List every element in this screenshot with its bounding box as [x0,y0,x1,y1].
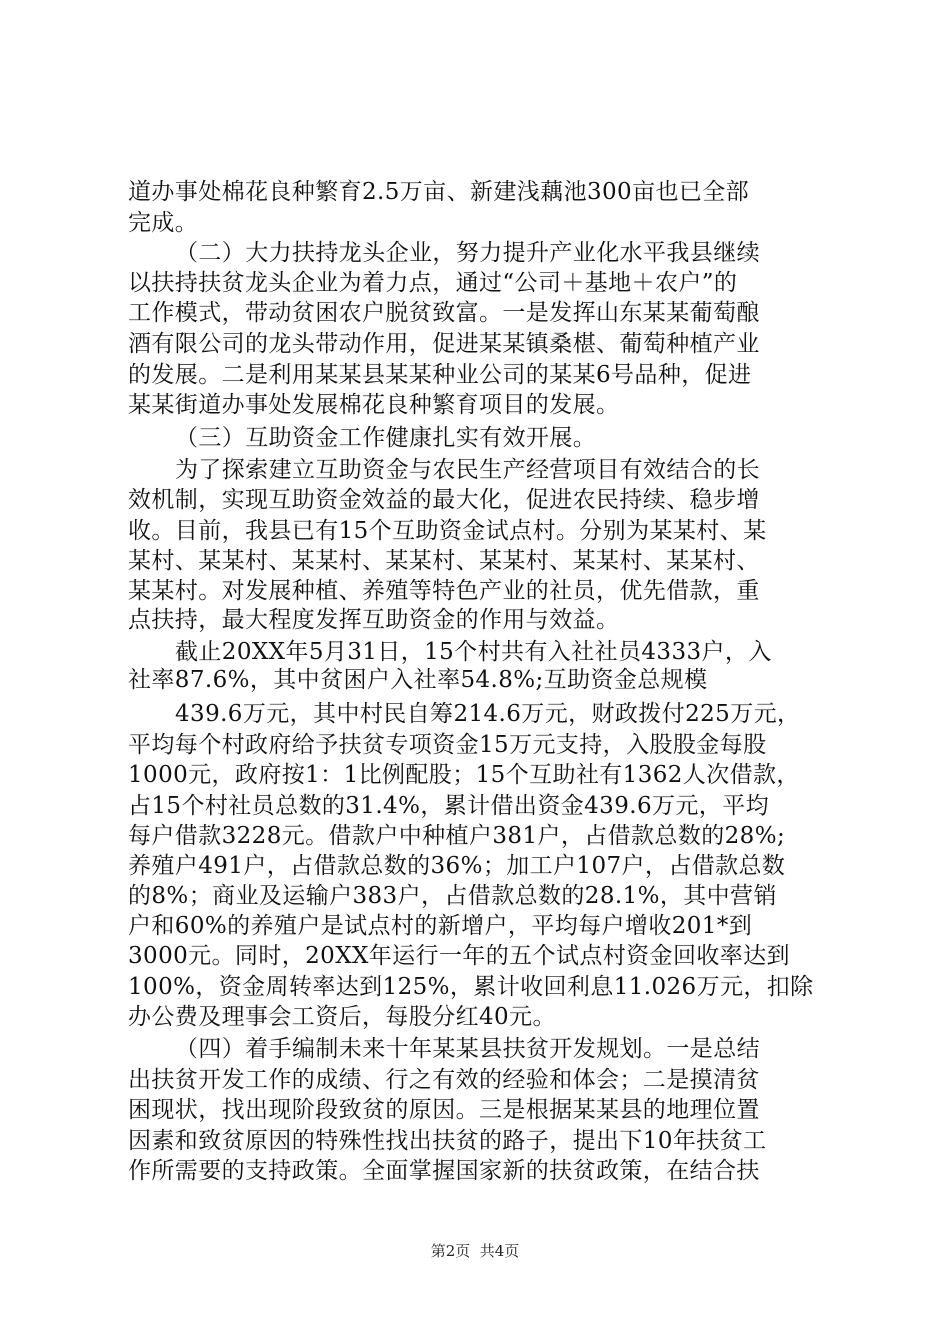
paragraph-heading: （三）互助资金工作健康扎实有效开展。 [175,425,597,451]
text-line: 效机制，实现互助资金效益的最大化，促进农民持续、稳步增 [128,487,760,513]
page-number: 第2页 共4页 [430,1242,520,1260]
paragraph-heading: （四）着手编制未来十年某某县扶贫开发规划。一是总结 [175,1036,760,1062]
text-line: 完成。 [128,210,199,236]
text-line: 因素和致贫原因的特殊性找出扶贫的路子，提出下10年扶贫工 [128,1128,767,1154]
text-line: 以扶持扶贫龙头企业为着力点，通过“公司＋基地＋农户”的 [128,270,738,296]
paragraph-heading: （二）大力扶持龙头企业，努力提升产业化水平我县继续 [175,240,760,266]
text-line: 点扶持，最大程度发挥互助资金的作用与效益。 [128,607,620,633]
text-line: 平均每个村政府给予扶贫专项资金15万元支持，入股股金每股 [128,732,767,758]
text-line: 3000元。同时，20XX年运行一年的五个试点村资金回收率达到 [128,943,790,969]
text-line: 某某村。对发展种植、养殖等特色产业的社员，优先借款，重 [128,578,760,604]
text-line: 的发展。二是利用某某县某某种业公司的某某6号品种，促进 [128,362,752,388]
text-line: 出扶贫开发工作的成绩、行之有效的经验和体会；二是摸清贫 [128,1067,760,1093]
text-line: 工作模式，带动贫困农户脱贫致富。一是发挥山东某某葡萄酿 [128,300,760,326]
text-line: 收。目前，我县已有15个互助资金试点村。分别为某某村、某 [128,518,767,544]
text-line: 办公费及理事会工资后，每股分红40元。 [128,1004,556,1030]
text-line: 439.6万元，其中村民自筹214.6万元，财政拨付225万元， [175,701,801,727]
text-line: 道办事处棉花良种繁育2.5万亩、新建浅藕池300亩也已全部 [128,179,750,205]
text-line: 的8%；商业及运输户383户，占借款总数的28.1%，其中营销 [128,883,777,909]
text-line: 某村、某某村、某某村、某某村、某某村、某某村、某某村、 [128,548,760,574]
text-line: 100%，资金周转率达到125%，累计收回利息11.026万元，扣除 [128,974,814,1000]
text-line: 占15个村社员总数的31.4%，累计借出资金439.6万元，平均 [128,793,769,819]
text-line: 截止20XX年5月31日，15个村共有入社社员4333户，入 [175,639,772,665]
text-line: 社率87.6%，其中贫困户入社率54.8%;互助资金总规模 [128,667,708,693]
text-line: 作所需要的支持政策。全面掌握国家新的扶贫政策，在结合扶 [128,1158,760,1184]
text-line: 每户借款3228元。借款户中种植户381户，占借款总数的28%; [128,823,786,849]
text-line: 养殖户491户，占借款总数的36%；加工户107户，占借款总数 [128,853,786,879]
text-line: 为了探索建立互助资金与农民生产经营项目有效结合的长 [175,457,760,483]
text-line: 酒有限公司的龙头带动作用，促进某某镇桑椹、葡萄种植产业 [128,331,760,357]
text-line: 1000元，政府按1：1比例配股；15个互助社有1362人次借款， [128,762,800,788]
text-line: 户和60%的养殖户是试点村的新增户，平均每户增收201*到 [128,913,753,939]
text-line: 某某街道办事处发展棉花良种繁育项目的发展。 [128,392,620,418]
text-line: 困现状，找出现阶段致贫的原因。三是根据某某县的地理位置 [128,1097,760,1123]
